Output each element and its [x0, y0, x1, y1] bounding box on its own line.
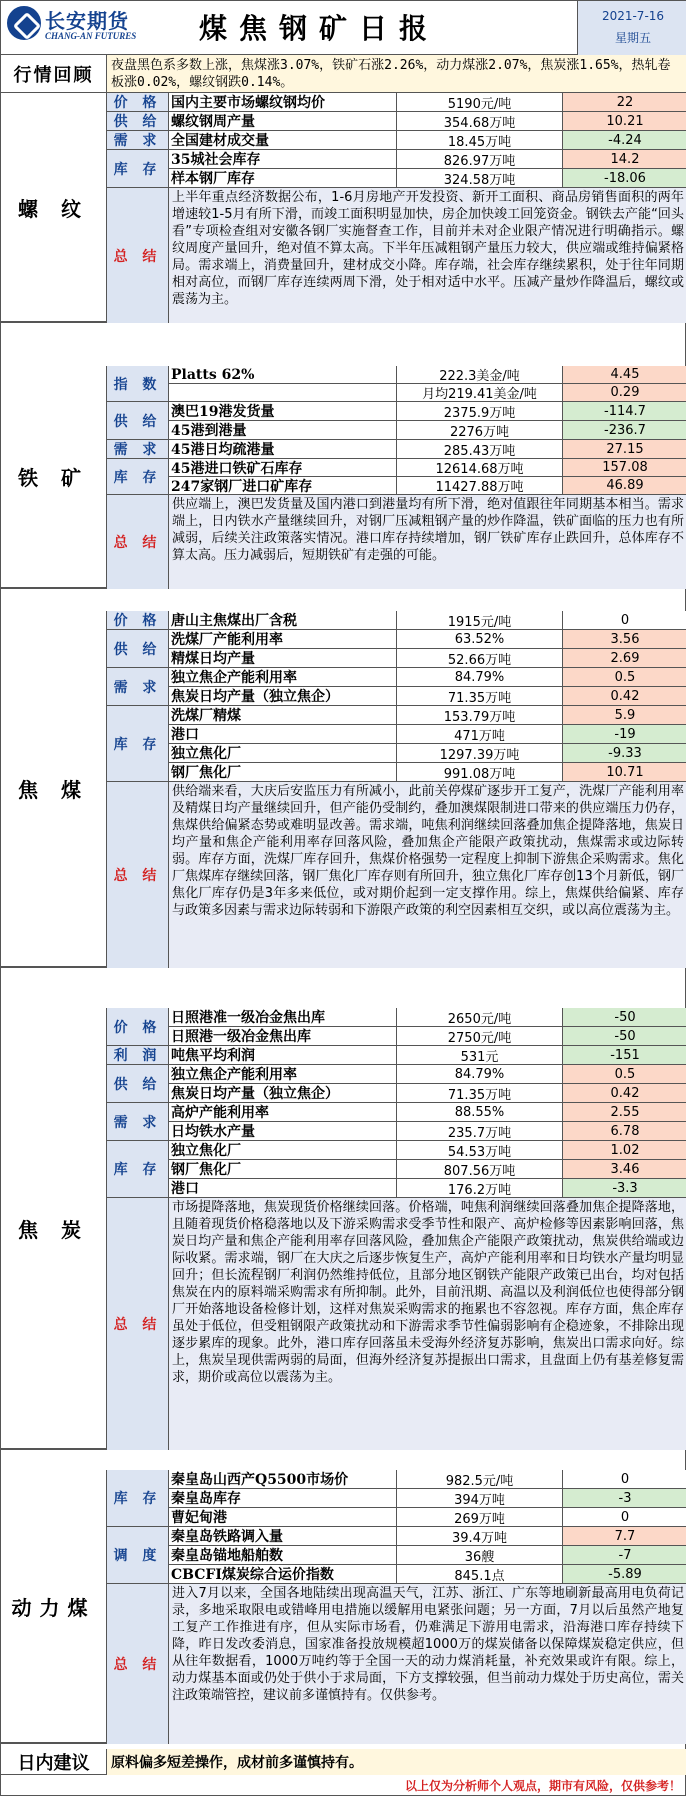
- indicator-name: 螺纹钢周产量: [169, 112, 397, 131]
- disclaimer: 以上仅为分析师个人观点，期市有风险，仅供参考！: [404, 1779, 681, 1793]
- category-label: 库 存: [107, 1470, 169, 1527]
- indicator-name: 钢厂焦化厂: [169, 763, 397, 782]
- indicator-name: 洗煤厂精煤: [169, 706, 397, 725]
- report-header: [1, 1, 686, 55]
- indicator-value: 807.56万吨: [397, 1160, 563, 1179]
- indicator-name: 焦炭日均产量（独立焦企）: [169, 1084, 397, 1103]
- indicator-change: 46.89: [563, 477, 686, 495]
- indicator-change: 0.5: [563, 668, 686, 687]
- summary-text: 市场提降落地，焦炭现货价格继续回落。价格端，吨焦利润继续回落叠加焦企提降落地，且随着现货价格稳落地以及下游采购需求受季节性和限产、高炉检修等因素影响回落，焦炭日均产量和焦企产能利用率存回落风险，叠加焦企产能限产政策扰动，焦炭供给端或边际收紧。需求端，钢厂在大庆之后逐步恢复生产，高炉产能利用率和日均铁水产量均明显回升；但长流程钢厂利润仍然维持低位，且部分地区钢铁产能限产政策已出台，均对包括焦炭在内的原料端采购需求有所抑制。此外，目前汛期、高温以及利润低位也使得部分钢厂开始落地设备检修计划，这样对焦炭采购需求的拖累也不容忽视。库存方面，焦企库存虽处于低位，但受粗钢限产政策扰动和下游需求季节性偏弱影响有企稳迹象，不排除出现逐步累库的现象。此外，港口库存回落虽未受海外经济复苏影响，焦炭出口需求向好。综上，焦炭呈现供需两弱的局面，但海外经济复苏提振出口需求，且盘面上仍有基差修复需求，期价或高位以震荡为主。: [169, 1198, 686, 1450]
- indicator-change: -50: [563, 1008, 686, 1027]
- category-label: 需 求: [107, 440, 169, 459]
- indicator-change: 2.69: [563, 649, 686, 668]
- indicator-name: 独立焦化厂: [169, 1141, 397, 1160]
- category-label: 指 数: [107, 366, 169, 402]
- category-label: 供 给: [107, 630, 169, 668]
- category-label: 供 给: [107, 1065, 169, 1103]
- indicator-value: 2375.9万吨: [397, 402, 563, 421]
- indicator-change: 22: [563, 93, 686, 112]
- logo-chinese-name: 长安期货: [45, 9, 129, 33]
- indicator-value: 285.43万吨: [397, 440, 563, 459]
- indicator-name: [169, 384, 397, 402]
- indicator-value: 71.35万吨: [397, 687, 563, 706]
- category-label: 需 求: [107, 131, 169, 150]
- indicator-change: 0: [563, 1470, 686, 1489]
- indicator-change: -50: [563, 1027, 686, 1046]
- indicator-change: -9.33: [563, 744, 686, 763]
- indicator-value: 1297.39万吨: [397, 744, 563, 763]
- intraday-advice-row: [1, 1749, 686, 1775]
- indicator-name: 秦皇岛库存: [169, 1489, 397, 1508]
- indicator-change: 2.55: [563, 1103, 686, 1122]
- indicator-name: CBCFI煤炭综合运价指数: [169, 1565, 397, 1584]
- indicator-change: 0: [563, 1508, 686, 1527]
- summary-label: 总 结: [107, 782, 169, 968]
- section-label: 焦 炭: [1, 1008, 107, 1448]
- indicator-value: 354.68万吨: [397, 112, 563, 131]
- section-label: 焦 煤: [1, 611, 107, 966]
- indicator-value: 12614.68万吨: [397, 459, 563, 477]
- intraday-advice-label: 日内建议: [1, 1749, 107, 1775]
- section-2: [1, 611, 686, 968]
- report-weekday: 星期五: [614, 31, 651, 45]
- summary-label: 总 结: [107, 1198, 169, 1450]
- indicator-value: 2750元/吨: [397, 1027, 563, 1046]
- indicator-value: 月均219.41美金/吨: [397, 384, 563, 402]
- summary-text: 供应端上，澳巴发货量及国内港口到港量均有所下滑，绝对值跟往年同期基本相当。需求端上，日内铁水产量继续回升，对钢厂压减粗钢产量的炒作降温，铁矿面临的压力也有所减弱，后续关注政策落实情况。港口库存持续增加，钢厂铁矿库存止跌回升，总体库存不算太高。压力减弱后，短期铁矿有走强的可能。: [169, 495, 686, 589]
- indicator-name: 日照港准一级冶金焦出库: [169, 1008, 397, 1027]
- indicator-name: 港口: [169, 725, 397, 744]
- indicator-value: 71.35万吨: [397, 1084, 563, 1103]
- category-label: 价 格: [107, 611, 169, 630]
- market-review-row: [1, 55, 686, 93]
- category-label: 需 求: [107, 668, 169, 706]
- category-label: 库 存: [107, 1141, 169, 1198]
- date-box: [577, 1, 686, 55]
- indicator-name: 45港到港量: [169, 421, 397, 440]
- indicator-change: -151: [563, 1046, 686, 1065]
- indicator-value: 235.7万吨: [397, 1122, 563, 1141]
- indicator-change: 3.46: [563, 1160, 686, 1179]
- indicator-change: 27.15: [563, 440, 686, 459]
- indicator-value: 845.1点: [397, 1565, 563, 1584]
- indicator-name: 钢厂焦化厂: [169, 1160, 397, 1179]
- logo-english-name: CHANG-AN FUTURES: [45, 31, 137, 41]
- section-1: [1, 366, 686, 589]
- section-0: [1, 93, 686, 323]
- indicator-name: 秦皇岛锚地船舶数: [169, 1546, 397, 1565]
- indicator-change: -3.3: [563, 1179, 686, 1198]
- indicator-name: 样本钢厂库存: [169, 169, 397, 188]
- report-date: 2021-7-16: [601, 9, 665, 23]
- indicator-name: 45港进口铁矿石库存: [169, 459, 397, 477]
- indicator-change: 10.71: [563, 763, 686, 782]
- indicator-change: 0.5: [563, 1065, 686, 1084]
- section-4: [1, 1470, 686, 1744]
- indicator-value: 991.08万吨: [397, 763, 563, 782]
- category-label: 库 存: [107, 459, 169, 495]
- indicator-value: 11427.88万吨: [397, 477, 563, 495]
- indicator-value: 88.55%: [397, 1103, 563, 1122]
- indicator-change: -114.7: [563, 402, 686, 421]
- indicator-change: -4.24: [563, 131, 686, 150]
- indicator-name: 全国建材成交量: [169, 131, 397, 150]
- section-label: 铁 矿: [1, 366, 107, 587]
- indicator-value: 54.53万吨: [397, 1141, 563, 1160]
- indicator-name: 独立焦化厂: [169, 744, 397, 763]
- indicator-change: 157.08: [563, 459, 686, 477]
- indicator-value: 52.66万吨: [397, 649, 563, 668]
- indicator-name: 高炉产能利用率: [169, 1103, 397, 1122]
- category-label: 供 给: [107, 112, 169, 131]
- indicator-value: 84.79%: [397, 1065, 563, 1084]
- indicator-value: 84.79%: [397, 668, 563, 687]
- report-title: 煤焦钢矿日报: [199, 12, 440, 45]
- indicator-change: 4.45: [563, 366, 686, 384]
- indicator-name: 唐山主焦煤出厂含税: [169, 611, 397, 630]
- indicator-change: -236.7: [563, 421, 686, 440]
- indicator-name: 秦皇岛山西产Q5500市场价: [169, 1470, 397, 1489]
- indicator-name: 247家钢厂进口矿库存: [169, 477, 397, 495]
- indicator-change: 0.42: [563, 1084, 686, 1103]
- indicator-name: 独立焦企产能利用率: [169, 668, 397, 687]
- indicator-name: 澳巴19港发货量: [169, 402, 397, 421]
- indicator-change: -5.89: [563, 1565, 686, 1584]
- summary-label: 总 结: [107, 495, 169, 589]
- indicator-name: 曹妃甸港: [169, 1508, 397, 1527]
- indicator-name: 秦皇岛铁路调入量: [169, 1527, 397, 1546]
- indicator-change: -19: [563, 725, 686, 744]
- intraday-advice-text: 原料偏多短差操作，成材前多谨慎持有。: [107, 1749, 686, 1775]
- market-review-label: 行情回顾: [1, 55, 107, 92]
- indicator-name: 精煤日均产量: [169, 649, 397, 668]
- indicator-value: 222.3美金/吨: [397, 366, 563, 384]
- summary-text: 供给端来看，大庆后安监压力有所减小，此前关停煤矿逐步开工复产，洗煤厂产能利用率及精煤日均产量继续回升，但产能仍受制约，叠加澳煤限制进口带来的供应端压力仍存，焦煤供给偏紧态势或难明显改善。需求端，吨焦利润继续回落叠加焦企提降落地，焦炭日均产量和焦企产能利用率存回落风险，叠加焦企产能限产政策扰动，焦煤需求或边际转弱。库存方面，洗煤厂库存回升，焦煤价格强势一定程度上抑制下游焦企采购需求。焦化厂焦煤库存继续回落，钢厂焦化厂库存则有所回升，独立焦化厂库存创13个月新低，钢厂焦化厂库存仍是3年多来低位，或对期价起到一定支撑作用。综上，焦煤供给偏紧、库存与政策多因素与需求边际转弱和下游限产政策的利空因素相互交织，或以高位震荡为主。: [169, 782, 686, 968]
- indicator-value: 63.52%: [397, 630, 563, 649]
- summary-text: 上半年重点经济数据公布，1-6月房地产开发投资、新开工面积、商品房销售面积的两年增速较1-5月有所下滑，而竣工面积明显加快，房企加快竣工回笼资金。钢铁去产能“回头看”专项检查组对安徽各钢厂实施督查工作，目前并未对企业限产情况进行明确指示。螺纹周度产量回升，绝对值不算太高。下半年压减粗钢产量压力较大，供应端或维持偏紧格局。需求端上，消费量回升，建材成交小降。库存端，社会库存继续累积，处于往年同期相对高位，而钢厂库存连续两周下滑，处于相对适中水平。压减产量炒作降温后，螺纹或震荡为主。: [169, 188, 686, 323]
- indicator-change: -3: [563, 1489, 686, 1508]
- indicator-value: 5190元/吨: [397, 93, 563, 112]
- section-3: [1, 1008, 686, 1450]
- indicator-name: 焦炭日均产量（独立焦企）: [169, 687, 397, 706]
- category-label: 调 度: [107, 1527, 169, 1584]
- indicator-name: 45港日均疏港量: [169, 440, 397, 459]
- indicator-name: 洗煤厂产能利用率: [169, 630, 397, 649]
- indicator-value: 18.45万吨: [397, 131, 563, 150]
- indicator-value: 826.97万吨: [397, 150, 563, 169]
- indicator-change: 10.21: [563, 112, 686, 131]
- indicator-change: 1.02: [563, 1141, 686, 1160]
- category-label: 需 求: [107, 1103, 169, 1141]
- indicator-change: 5.9: [563, 706, 686, 725]
- summary-label: 总 结: [107, 1584, 169, 1744]
- indicator-change: -7: [563, 1546, 686, 1565]
- indicator-value: 2276万吨: [397, 421, 563, 440]
- indicator-value: 153.79万吨: [397, 706, 563, 725]
- indicator-name: 日照港一级冶金焦出库: [169, 1027, 397, 1046]
- indicator-value: 394万吨: [397, 1489, 563, 1508]
- indicator-change: 3.56: [563, 630, 686, 649]
- indicator-name: Platts 62%: [169, 366, 397, 384]
- indicator-name: 港口: [169, 1179, 397, 1198]
- indicator-name: 吨焦平均利润: [169, 1046, 397, 1065]
- indicator-value: 39.4万吨: [397, 1527, 563, 1546]
- indicator-value: 324.58万吨: [397, 169, 563, 188]
- category-label: 利 润: [107, 1046, 169, 1065]
- indicator-value: 982.5元/吨: [397, 1470, 563, 1489]
- indicator-change: 0.29: [563, 384, 686, 402]
- indicator-name: 国内主要市场螺纹钢均价: [169, 93, 397, 112]
- indicator-value: 2650元/吨: [397, 1008, 563, 1027]
- category-label: 供 给: [107, 402, 169, 440]
- indicator-name: 独立焦企产能利用率: [169, 1065, 397, 1084]
- indicator-change: -18.06: [563, 169, 686, 188]
- indicator-change: 14.2: [563, 150, 686, 169]
- indicator-name: 日均铁水产量: [169, 1122, 397, 1141]
- indicator-value: 176.2万吨: [397, 1179, 563, 1198]
- indicator-value: 471万吨: [397, 725, 563, 744]
- category-label: 库 存: [107, 150, 169, 188]
- indicator-name: 35城社会库存: [169, 150, 397, 169]
- indicator-change: 0: [563, 611, 686, 630]
- indicator-value: 269万吨: [397, 1508, 563, 1527]
- company-logo-icon: [7, 6, 41, 40]
- category-label: 价 格: [107, 1008, 169, 1046]
- section-label: 动力煤: [1, 1470, 107, 1742]
- summary-label: 总 结: [107, 188, 169, 323]
- section-label: 螺 纹: [1, 93, 107, 321]
- indicator-change: 0.42: [563, 687, 686, 706]
- indicator-change: 7.7: [563, 1527, 686, 1546]
- indicator-change: 6.78: [563, 1122, 686, 1141]
- market-review-text: 夜盘黑色系多数上涨，焦煤涨3.07%，铁矿石涨2.26%，动力煤涨2.07%，焦炭涨1.65%，热轧卷板涨0.02%，螺纹钢跌0.14%。: [107, 55, 686, 92]
- summary-text: 进入7月以来，全国各地陆续出现高温天气，江苏、浙江、广东等地刷新最高用电负荷记录，多地采取限电或错峰用电措施以缓解用电紧张问题；另一方面，7月以后虽然产地复工复产工作推进有序，但从实际市场看，仍难满足下游用电需求，沿海港口库存持续下降，昨日发改委消息，国家准备投放规模超1000万的煤炭储备以保障煤炭稳定供应，但从往年数据看，1000万吨约等于全国一天的动力煤消耗量，补充效果或许有限。综上，动力煤基本面或仍处于供小于求局面，下方支撑较强，但当前动力煤处于历史高位，需关注政策端管控，建议前多谨慎持有。仅供参考。: [169, 1584, 686, 1744]
- category-label: 价 格: [107, 93, 169, 112]
- category-label: 库 存: [107, 706, 169, 782]
- indicator-value: 36艘: [397, 1546, 563, 1565]
- indicator-value: 1915元/吨: [397, 611, 563, 630]
- indicator-value: 531元: [397, 1046, 563, 1065]
